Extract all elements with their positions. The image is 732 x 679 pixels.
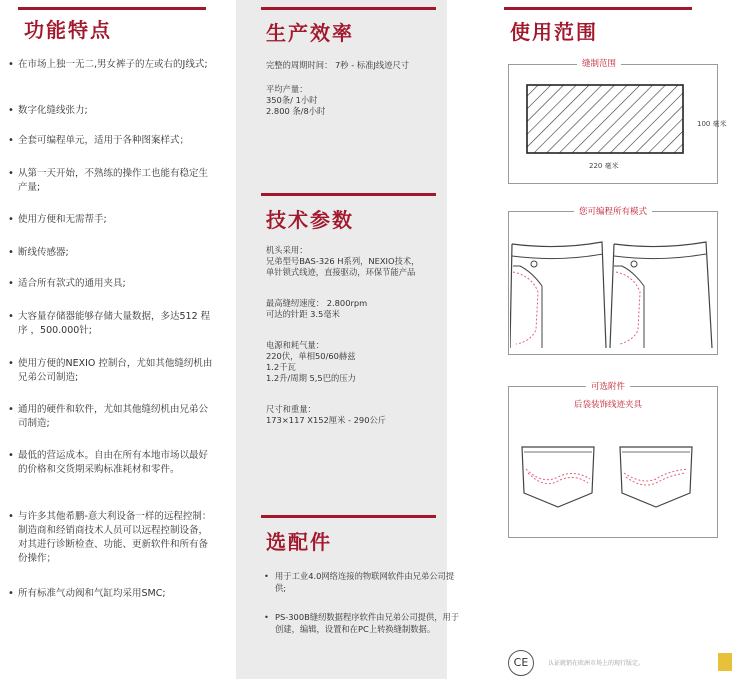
jeans-pattern-diagram bbox=[510, 238, 714, 354]
feature-item: • 断线传感器; bbox=[8, 247, 69, 258]
optional-sublabel: 后袋装饰线迹夹具 bbox=[574, 400, 643, 410]
bullet-icon: • bbox=[8, 214, 14, 225]
patterns-label: 您可编程所有模式 bbox=[574, 205, 652, 217]
bullet-icon: • bbox=[8, 511, 14, 522]
average-output-text: 平均产量： 350条/ 1小时 2.800 条/8小时 bbox=[266, 84, 326, 116]
feature-item: • 使用方便和无需帮手; bbox=[8, 214, 107, 225]
bullet-icon: • bbox=[8, 105, 14, 116]
usage-title: 使用范围 bbox=[510, 20, 598, 44]
feature-item: • 大容量存储器能够存储大量数据，多达512 程序 ，500.000针; bbox=[8, 311, 211, 336]
feature-item: • 数字化缝线张力; bbox=[8, 105, 88, 116]
width-label: 220 毫米 bbox=[589, 162, 619, 170]
bullet-icon: • bbox=[8, 59, 14, 70]
bullet-icon: • bbox=[8, 168, 14, 179]
spec-block-speed: 最高缝纫速度： 2.800rpm 可达的针距 3.5毫米 bbox=[266, 298, 368, 319]
feature-item: • 在市场上独一无二,男女裤子的左或右的J线式; bbox=[8, 59, 208, 70]
page-tab bbox=[718, 653, 732, 671]
accessories-divider bbox=[261, 515, 436, 518]
feature-item: • 使用方便的NEXIO 控制台，尤如其他缝纫机由兄弟公司制造; bbox=[8, 358, 213, 383]
bullet-icon: • bbox=[8, 135, 14, 146]
bullet-icon: • bbox=[8, 404, 14, 415]
specs-divider bbox=[261, 193, 436, 196]
feature-item: • 从第一天开始，不熟练的操作工也能有稳定生产量; bbox=[8, 168, 209, 193]
cycle-time-text: 完整的周期时间： 7秒 - 标准J线迹尺寸 bbox=[266, 60, 410, 70]
sewing-area-label: 缝制范围 bbox=[577, 57, 621, 69]
features-divider bbox=[18, 7, 206, 10]
spec-block-size: 尺寸和重量： 173×117 X152厘米 - 290公斤 bbox=[266, 404, 387, 425]
bullet-icon: • bbox=[8, 278, 14, 289]
spec-block-power: 电源和耗气量： 220伏，单相50/60赫兹 1.2千瓦 1.2升/周期 5,5巴的压力 bbox=[266, 340, 356, 383]
height-label: 100 毫米 bbox=[697, 120, 727, 128]
back-pocket-diagram bbox=[518, 443, 698, 513]
sewing-area-diagram bbox=[526, 84, 686, 156]
bullet-icon: • bbox=[8, 247, 14, 258]
bullet-icon: • bbox=[264, 571, 269, 581]
specs-column bbox=[236, 0, 460, 679]
feature-item: • 适合所有款式的通用夹具; bbox=[8, 278, 126, 289]
features-column bbox=[0, 0, 224, 679]
bullet-icon: • bbox=[8, 311, 14, 322]
specs-title: 技术参数 bbox=[266, 208, 354, 232]
feature-item: • 全套可编程单元，适用于各种图案样式； bbox=[8, 135, 190, 146]
feature-item: • 所有标准气动阀和气缸均采用SMC; bbox=[8, 588, 166, 599]
accessories-title: 选配件 bbox=[266, 530, 332, 554]
accessory-item: • 用于工业4.0网络连接的物联网软件由兄弟公司提供; bbox=[264, 571, 455, 593]
usage-column bbox=[478, 0, 732, 679]
footnote-text: 认证就销在欧洲市场上的现行版定。 bbox=[548, 660, 645, 667]
bullet-icon: • bbox=[264, 612, 269, 622]
accessory-item: • PS-300B缝纫数据程序软件由兄弟公司提供，用于创建，编辑，设置和在PC上转换缝制数据。 bbox=[264, 612, 460, 634]
bullet-icon: • bbox=[8, 450, 14, 461]
bullet-icon: • bbox=[8, 358, 14, 369]
feature-item: • 通用的硬件和软件，尤如其他缝纫机由兄弟公司制造; bbox=[8, 404, 209, 429]
usage-divider bbox=[504, 7, 692, 10]
feature-item: • 与许多其他希鹏-意大利设备一样的远程控制：制造商和经销商技术人员可以远程控制设备，对其进行诊断检查、功能、更新软件和所有备份操作； bbox=[8, 511, 212, 564]
ce-mark-icon: CE bbox=[508, 650, 534, 676]
features-title: 功能特点 bbox=[24, 18, 112, 42]
optional-label: 可选附件 bbox=[586, 380, 630, 392]
bullet-icon: • bbox=[8, 588, 14, 599]
productivity-divider bbox=[261, 7, 436, 10]
spec-block-head: 机头采用： 兄弟型号BAS-326 H系列，NEXIO技术， 单针锁式线迹，直接驱动，环保节能产品 bbox=[266, 245, 420, 277]
productivity-title: 生产效率 bbox=[266, 21, 354, 45]
feature-item: • 最低的营运成本。自由在所有本地市场以最好的价格和交货期采购标准耗材和零件。 bbox=[8, 450, 209, 475]
